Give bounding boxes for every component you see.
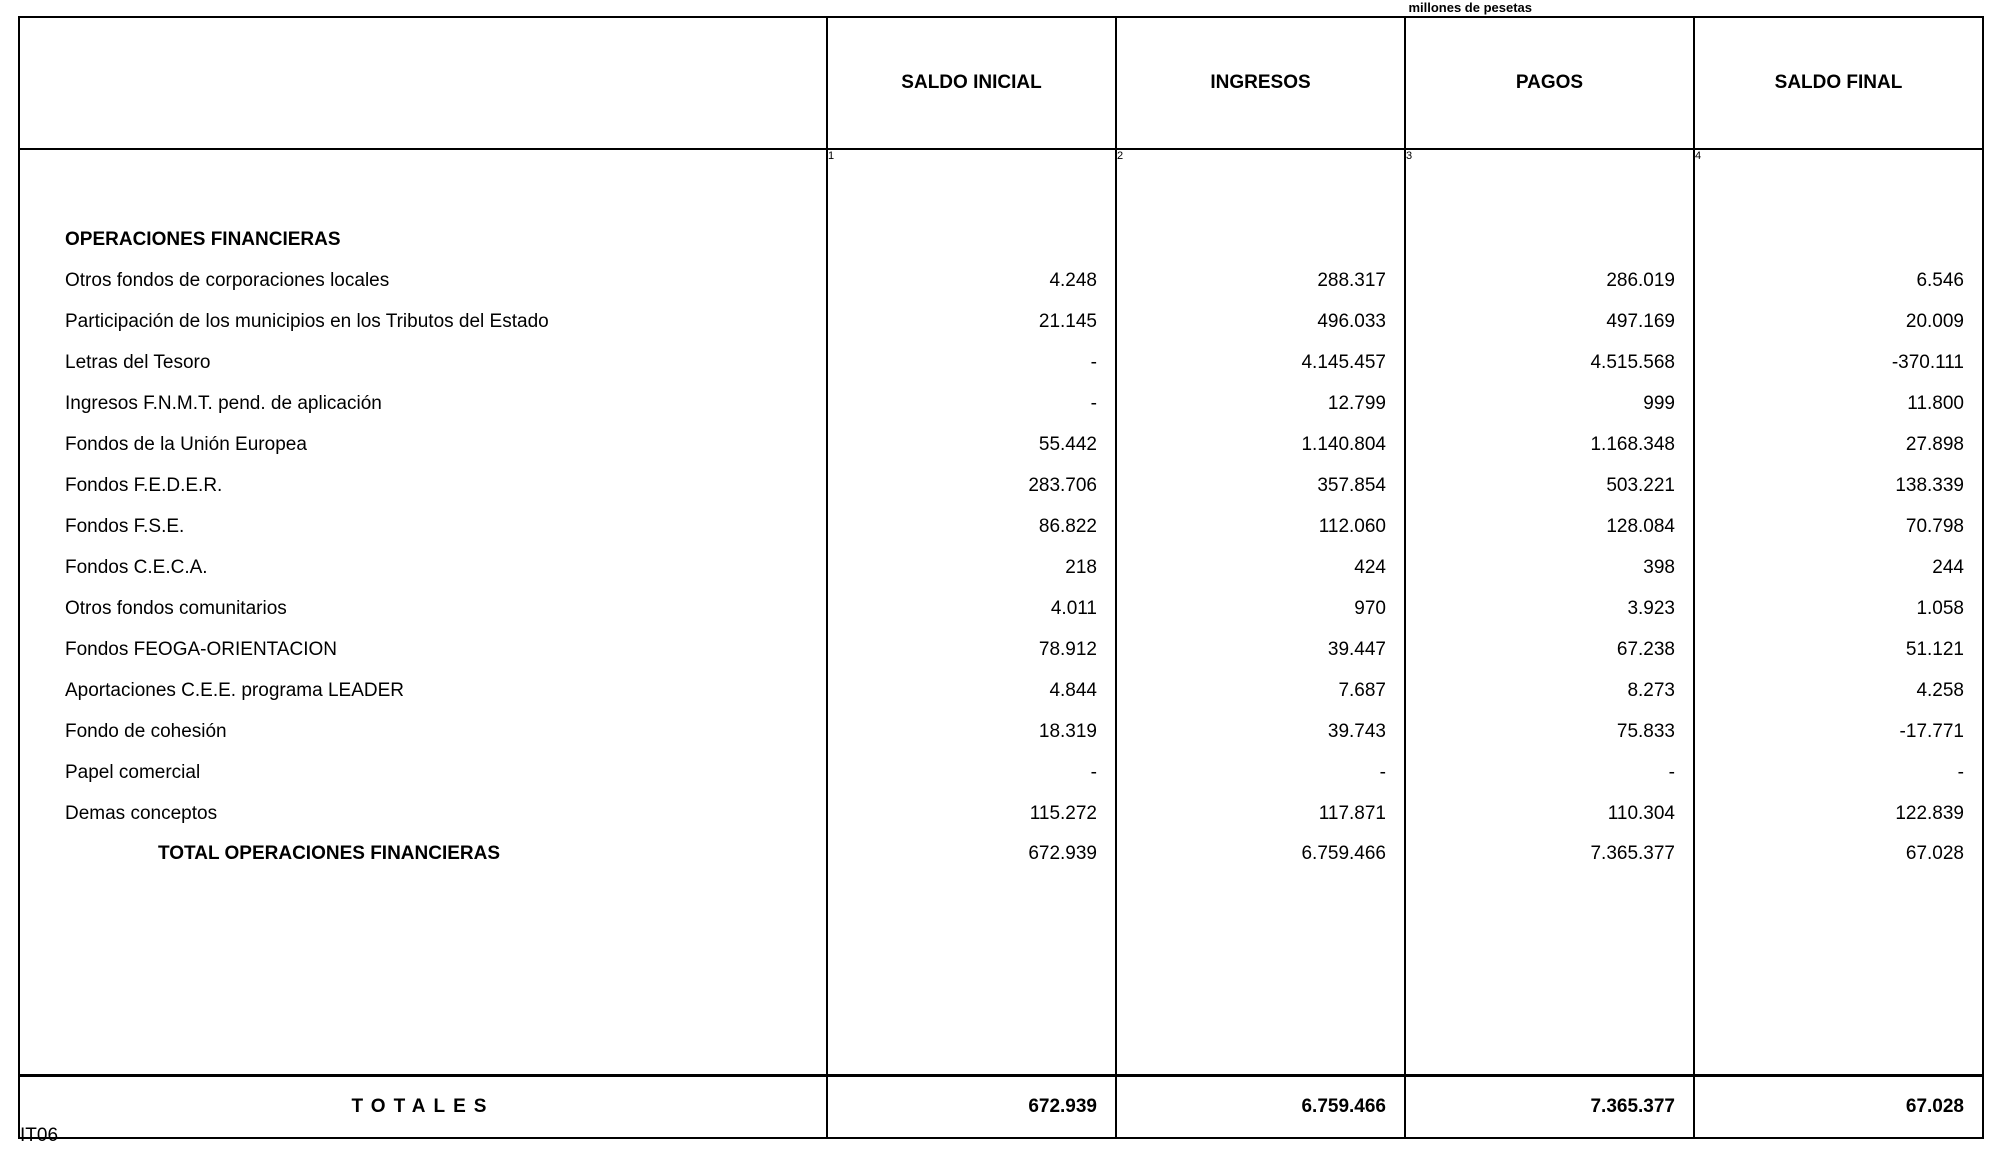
header-ingresos: INGRESOS bbox=[1116, 17, 1405, 149]
row-label: Ingresos F.N.M.T. pend. de aplicación bbox=[19, 383, 827, 424]
row-value: 110.304 bbox=[1405, 793, 1694, 834]
table-row bbox=[19, 588, 1983, 629]
row-value: 4.258 bbox=[1694, 670, 1983, 711]
row-value: 39.743 bbox=[1116, 711, 1405, 752]
row-value: 496.033 bbox=[1116, 301, 1405, 342]
row-value: 117.871 bbox=[1116, 793, 1405, 834]
row-value: 12.799 bbox=[1116, 383, 1405, 424]
row-value: 970 bbox=[1116, 588, 1405, 629]
header-row bbox=[19, 17, 1983, 149]
row-value: 128.084 bbox=[1405, 506, 1694, 547]
row-value: 4.844 bbox=[827, 670, 1116, 711]
document-code: IT06 bbox=[20, 1125, 59, 1146]
financial-operations-table bbox=[18, 16, 1984, 1139]
units-label: millones de pesetas bbox=[1408, 0, 1532, 15]
section-total-label: TOTAL OPERACIONES FINANCIERAS bbox=[19, 834, 827, 874]
grand-total-value: 67.028 bbox=[1694, 1076, 1983, 1139]
row-value: - bbox=[827, 342, 1116, 383]
row-value: 503.221 bbox=[1405, 465, 1694, 506]
table-row bbox=[19, 629, 1983, 670]
section-title-row bbox=[19, 220, 1983, 260]
row-value: 288.317 bbox=[1116, 260, 1405, 301]
row-value: 357.854 bbox=[1116, 465, 1405, 506]
section-total-row bbox=[19, 834, 1983, 874]
column-number: 3 bbox=[1405, 149, 1694, 172]
row-value: 218 bbox=[827, 547, 1116, 588]
row-value: 8.273 bbox=[1405, 670, 1694, 711]
section-title: OPERACIONES FINANCIERAS bbox=[19, 220, 827, 260]
grand-total-value: 672.939 bbox=[827, 1076, 1116, 1139]
grand-total-value: 6.759.466 bbox=[1116, 1076, 1405, 1139]
section-total-value: 67.028 bbox=[1694, 834, 1983, 874]
table-row bbox=[19, 506, 1983, 547]
row-value: 4.248 bbox=[827, 260, 1116, 301]
row-value: - bbox=[1405, 752, 1694, 793]
grand-total-value: 7.365.377 bbox=[1405, 1076, 1694, 1139]
table-row bbox=[19, 752, 1983, 793]
row-label: Fondos FEOGA-ORIENTACION bbox=[19, 629, 827, 670]
row-value: 18.319 bbox=[827, 711, 1116, 752]
section-total-value: 672.939 bbox=[827, 834, 1116, 874]
row-label: Otros fondos de corporaciones locales bbox=[19, 260, 827, 301]
row-value: -370.111 bbox=[1694, 342, 1983, 383]
row-value: 78.912 bbox=[827, 629, 1116, 670]
header-blank-cell bbox=[19, 17, 827, 149]
row-value: 27.898 bbox=[1694, 424, 1983, 465]
row-label: Letras del Tesoro bbox=[19, 342, 827, 383]
grand-total-row bbox=[19, 1076, 1983, 1139]
section-total-value: 7.365.377 bbox=[1405, 834, 1694, 874]
row-value: 1.058 bbox=[1694, 588, 1983, 629]
table-row bbox=[19, 711, 1983, 752]
row-value: 86.822 bbox=[827, 506, 1116, 547]
table-row bbox=[19, 383, 1983, 424]
row-value: 55.442 bbox=[827, 424, 1116, 465]
row-value: 999 bbox=[1405, 383, 1694, 424]
column-number: 4 bbox=[1694, 149, 1983, 172]
row-value: 75.833 bbox=[1405, 711, 1694, 752]
row-label: Fondos F.E.D.E.R. bbox=[19, 465, 827, 506]
row-value: 7.687 bbox=[1116, 670, 1405, 711]
table-row bbox=[19, 547, 1983, 588]
header-saldo-inicial: SALDO INICIAL bbox=[827, 17, 1116, 149]
row-value: 4.515.568 bbox=[1405, 342, 1694, 383]
row-value: 1.168.348 bbox=[1405, 424, 1694, 465]
row-value: 20.009 bbox=[1694, 301, 1983, 342]
row-value: 6.546 bbox=[1694, 260, 1983, 301]
row-label: Fondos F.S.E. bbox=[19, 506, 827, 547]
row-value: - bbox=[827, 383, 1116, 424]
row-value: 122.839 bbox=[1694, 793, 1983, 834]
row-value: 39.447 bbox=[1116, 629, 1405, 670]
row-value: 4.011 bbox=[827, 588, 1116, 629]
row-label: Participación de los municipios en los Tributos del Estado bbox=[19, 301, 827, 342]
column-number-row bbox=[19, 149, 1983, 172]
row-value: 51.121 bbox=[1694, 629, 1983, 670]
header-saldo-final: SALDO FINAL bbox=[1694, 17, 1983, 149]
row-label: Demas conceptos bbox=[19, 793, 827, 834]
table-row bbox=[19, 301, 1983, 342]
table-row bbox=[19, 342, 1983, 383]
row-value: 286.019 bbox=[1405, 260, 1694, 301]
table-row bbox=[19, 793, 1983, 834]
table-row bbox=[19, 260, 1983, 301]
table-row bbox=[19, 424, 1983, 465]
row-value: 70.798 bbox=[1694, 506, 1983, 547]
row-label: Otros fondos comunitarios bbox=[19, 588, 827, 629]
row-value: 398 bbox=[1405, 547, 1694, 588]
header-pagos: PAGOS bbox=[1405, 17, 1694, 149]
row-label: Fondos de la Unión Europea bbox=[19, 424, 827, 465]
row-value: 1.140.804 bbox=[1116, 424, 1405, 465]
row-value: -17.771 bbox=[1694, 711, 1983, 752]
row-value: 3.923 bbox=[1405, 588, 1694, 629]
row-value: - bbox=[1116, 752, 1405, 793]
row-value: 67.238 bbox=[1405, 629, 1694, 670]
table-row bbox=[19, 465, 1983, 506]
row-label: Papel comercial bbox=[19, 752, 827, 793]
grand-total-label: TOTALES bbox=[19, 1076, 827, 1139]
row-value: 112.060 bbox=[1116, 506, 1405, 547]
row-value: 424 bbox=[1116, 547, 1405, 588]
row-value: - bbox=[827, 752, 1116, 793]
row-value: 115.272 bbox=[827, 793, 1116, 834]
row-value: 497.169 bbox=[1405, 301, 1694, 342]
section-total-value: 6.759.466 bbox=[1116, 834, 1405, 874]
row-value: 283.706 bbox=[827, 465, 1116, 506]
row-value: 138.339 bbox=[1694, 465, 1983, 506]
row-value: - bbox=[1694, 752, 1983, 793]
column-number: 2 bbox=[1116, 149, 1405, 172]
row-label: Fondo de cohesión bbox=[19, 711, 827, 752]
row-value: 4.145.457 bbox=[1116, 342, 1405, 383]
row-value: 244 bbox=[1694, 547, 1983, 588]
row-value: 11.800 bbox=[1694, 383, 1983, 424]
row-label: Fondos C.E.C.A. bbox=[19, 547, 827, 588]
row-value: 21.145 bbox=[827, 301, 1116, 342]
table-row bbox=[19, 670, 1983, 711]
row-label: Aportaciones C.E.E. programa LEADER bbox=[19, 670, 827, 711]
column-number: 1 bbox=[827, 149, 1116, 172]
